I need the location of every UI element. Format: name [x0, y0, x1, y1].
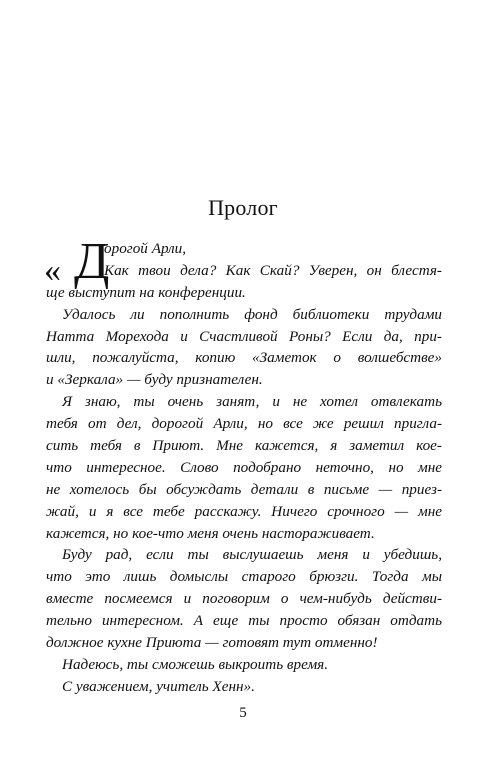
text-line: что интересное. Слово подобрано неточно, но мне — [46, 458, 442, 476]
letter-opening — [44, 233, 442, 290]
text-line: вместе посмеемся и поговорим о чем-нибудь действи- — [46, 590, 442, 608]
text-line: что это лишь домыслы старого брюзги. Тогда мы — [46, 568, 442, 586]
text-line: сить тебя в Приют. Мне кажется, я заметил кое- — [46, 437, 442, 455]
text-line: Как твои дела? Как Скай? Уверен, он блестя- — [104, 261, 442, 279]
text-line: кажется, но кое-что меня очень настораживает. — [46, 524, 375, 542]
drop-cap-letter: Д — [74, 233, 110, 290]
text-line: Натта Морехода и Счастливой Роны? Если да, при- — [46, 327, 442, 345]
text-line: должное кухне Приюта — готовят тут отменно! — [46, 634, 378, 652]
text-line: шли, пожалуйста, копию «Заметок о волшебстве» — [46, 349, 442, 367]
chapter-title: Пролог — [208, 195, 278, 220]
opening-quote-mark: « — [44, 252, 61, 289]
page-number: 5 — [239, 705, 247, 721]
signature-line: С уважением, учитель Хенн». — [62, 677, 255, 695]
text-line: не хотелось бы обсуждать детали в письме — приез- — [46, 480, 442, 498]
text-line: тельно интересном. А еще ты просто обязан отдать — [46, 612, 442, 630]
text-line: жай, и я все тебе расскажу. Ничего срочного — мне — [46, 502, 442, 520]
text-line: и «Зеркала» — буду признателен. — [46, 371, 263, 389]
text-line: ще выступит на конференции. — [46, 283, 246, 301]
paragraph-start-line: Удалось ли пополнить фонд библиотеки трудами — [62, 305, 442, 323]
paragraph-start-line: Надеюсь, ты сможешь выкроить время. — [62, 655, 329, 673]
text-line: орогой Арли, — [104, 240, 186, 257]
text-line: тебя от дел, дорогой Арли, но все же решил пригла- — [46, 415, 442, 433]
paragraph-start-line: Я знаю, ты очень занят, и не хотел отвлекать — [62, 393, 442, 411]
paragraph-start-line: Буду рад, если ты выслушаешь меня и убедишь, — [62, 546, 442, 564]
letter-text — [44, 233, 442, 698]
